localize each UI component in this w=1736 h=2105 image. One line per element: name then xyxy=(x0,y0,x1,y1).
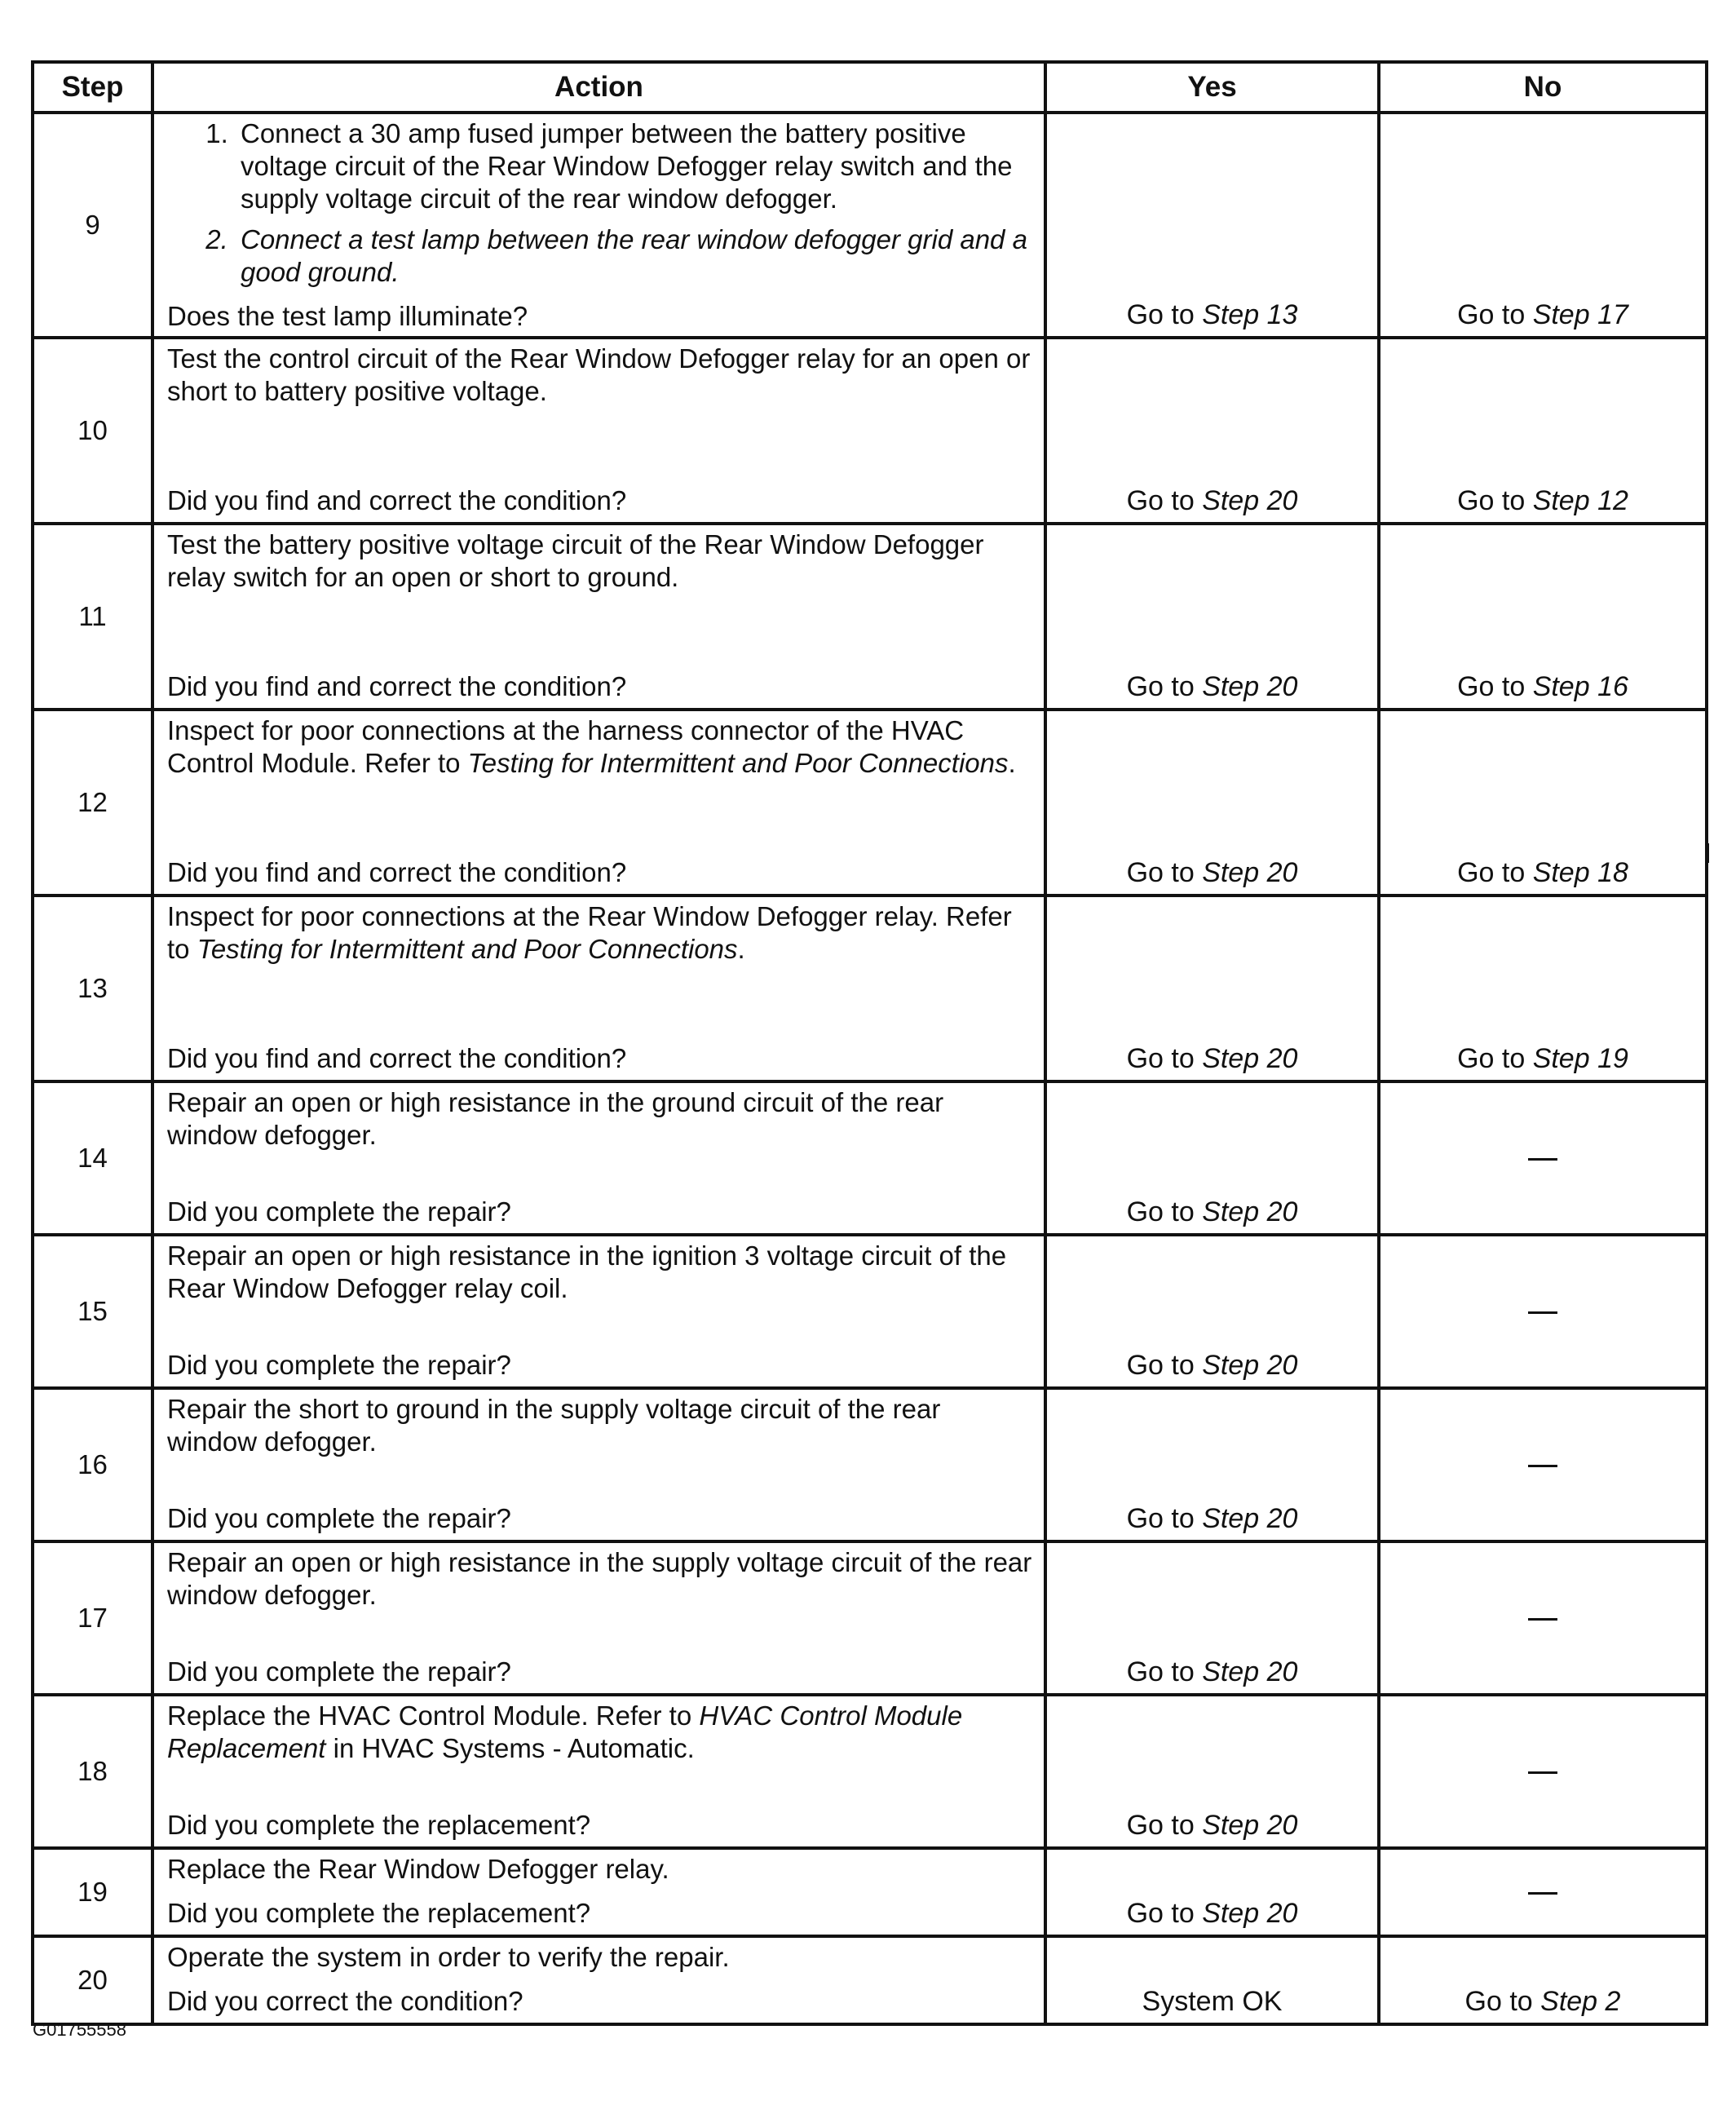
yes-step-reference: Step 20 xyxy=(1202,1503,1298,1534)
action-instruction xyxy=(167,1941,1032,1974)
diagnostic-table xyxy=(31,60,1708,2026)
no-step-reference: Step 19 xyxy=(1532,1043,1628,1074)
step-number: 13 xyxy=(33,896,152,1081)
no-cell xyxy=(1379,1848,1707,1936)
no-result-text: Go to xyxy=(1457,671,1533,702)
action-text xyxy=(154,1850,1044,1886)
action-instruction xyxy=(167,714,1032,780)
no-cell xyxy=(1379,1081,1707,1235)
no-cell xyxy=(1379,896,1707,1081)
action-instruction xyxy=(167,1853,1032,1886)
yes-step-reference: Step 20 xyxy=(1202,1898,1298,1929)
action-instruction xyxy=(167,1240,1032,1305)
no-cell xyxy=(1379,524,1707,710)
action-text xyxy=(154,525,1044,594)
yes-step-reference: Step 20 xyxy=(1202,1196,1298,1227)
action-question: Did you complete the repair? xyxy=(167,1503,511,1533)
action-instruction xyxy=(167,1700,1032,1765)
not-applicable-dash xyxy=(1528,1892,1557,1895)
no-cell xyxy=(1379,1936,1707,2024)
step-number: 9 xyxy=(33,113,152,338)
header-yes: Yes xyxy=(1045,62,1379,113)
instruction-text: Repair the short to ground in the supply voltage circuit of the rear window defogger. xyxy=(167,1394,941,1457)
table-row xyxy=(33,1388,1707,1541)
action-text xyxy=(154,114,1044,289)
step-number: 11 xyxy=(33,524,152,710)
margin-mark xyxy=(1706,843,1713,863)
action-question: Did you find and correct the condition? xyxy=(167,857,627,887)
reference-link-text: Testing for Intermittent and Poor Connections xyxy=(467,748,1009,778)
no-cell xyxy=(1379,1541,1707,1695)
no-result-text: Go to xyxy=(1457,857,1533,888)
action-text xyxy=(154,897,1044,966)
yes-step-reference: Step 20 xyxy=(1202,1350,1298,1381)
action-cell xyxy=(152,1081,1045,1235)
table-row xyxy=(33,1848,1707,1936)
yes-cell xyxy=(1045,1936,1379,2024)
action-cell xyxy=(152,1936,1045,2024)
instruction-text: . xyxy=(1008,748,1016,778)
action-steps xyxy=(167,117,1032,289)
no-cell xyxy=(1379,338,1707,524)
instruction-text: Inspect for poor connections at the Rear Window Defogger relay. Refer to xyxy=(167,901,1012,964)
yes-result-text: Go to xyxy=(1126,857,1203,888)
table-row xyxy=(33,710,1707,896)
action-question: Did you correct the condition? xyxy=(167,1986,523,2016)
yes-result-text: Go to xyxy=(1126,1503,1203,1534)
action-question: Did you complete the repair? xyxy=(167,1656,511,1687)
yes-cell xyxy=(1045,1695,1379,1848)
yes-cell xyxy=(1045,1081,1379,1235)
action-question: Did you find and correct the condition? xyxy=(167,485,627,515)
yes-cell xyxy=(1045,896,1379,1081)
header-step: Step xyxy=(33,62,152,113)
not-applicable-dash xyxy=(1528,1771,1557,1774)
table-row xyxy=(33,1936,1707,2024)
step-number: 20 xyxy=(33,1936,152,2024)
yes-result-text: Go to xyxy=(1126,299,1203,330)
no-cell xyxy=(1379,1235,1707,1388)
yes-cell xyxy=(1045,1541,1379,1695)
action-text xyxy=(154,1236,1044,1305)
yes-cell xyxy=(1045,113,1379,338)
header-no: No xyxy=(1379,62,1707,113)
header-action: Action xyxy=(152,62,1045,113)
yes-step-reference: Step 20 xyxy=(1202,1656,1298,1687)
step-number: 15 xyxy=(33,1235,152,1388)
action-cell xyxy=(152,113,1045,338)
instruction-text: Repair an open or high resistance in the ignition 3 voltage circuit of the Rear Window Defogger relay coil. xyxy=(167,1240,1007,1303)
yes-result-text: Go to xyxy=(1126,1656,1203,1687)
action-question: Did you complete the replacement? xyxy=(167,1810,591,1840)
step-number: 19 xyxy=(33,1848,152,1936)
table-row xyxy=(33,1081,1707,1235)
yes-step-reference: Step 20 xyxy=(1202,485,1298,516)
no-step-reference: Step 12 xyxy=(1532,485,1628,516)
action-instruction xyxy=(167,1393,1032,1458)
no-step-reference: Step 2 xyxy=(1540,1986,1621,2017)
action-step-item: 2. Connect a test lamp between the rear window defogger grid and a good ground. xyxy=(236,223,1032,289)
action-text xyxy=(154,711,1044,780)
no-result-text: Go to xyxy=(1464,1986,1541,2017)
table-row xyxy=(33,1235,1707,1388)
action-question: Did you complete the repair? xyxy=(167,1350,511,1380)
yes-step-reference: Step 20 xyxy=(1202,1810,1298,1841)
instruction-text: in HVAC Systems - Automatic. xyxy=(325,1733,695,1763)
step-number: 16 xyxy=(33,1388,152,1541)
step-number: 17 xyxy=(33,1541,152,1695)
yes-step-reference: Step 13 xyxy=(1202,299,1298,330)
not-applicable-dash xyxy=(1528,1465,1557,1467)
yes-result-text: Go to xyxy=(1126,1196,1203,1227)
yes-result-text: Go to xyxy=(1126,1350,1203,1381)
action-text xyxy=(154,1938,1044,1974)
step-number: 18 xyxy=(33,1695,152,1848)
table-row xyxy=(33,524,1707,710)
yes-result-text: Go to xyxy=(1126,671,1203,702)
action-instruction xyxy=(167,1086,1032,1152)
reference-link-text: HVAC Control Module Replacement xyxy=(167,1700,963,1763)
instruction-text: Replace the Rear Window Defogger relay. xyxy=(167,1854,669,1884)
yes-cell xyxy=(1045,1388,1379,1541)
action-cell xyxy=(152,524,1045,710)
instruction-text: Test the control circuit of the Rear Window Defogger relay for an open or short to battery positive voltage. xyxy=(167,343,1031,406)
action-text xyxy=(154,1390,1044,1458)
no-result-text: Go to xyxy=(1457,1043,1533,1074)
instruction-text: Operate the system in order to verify the repair. xyxy=(167,1942,730,1972)
header-row xyxy=(33,62,1707,113)
action-cell xyxy=(152,896,1045,1081)
step-number: 12 xyxy=(33,710,152,896)
instruction-text: Repair an open or high resistance in the ground circuit of the rear window defogger. xyxy=(167,1087,944,1150)
action-cell xyxy=(152,1235,1045,1388)
action-text xyxy=(154,1543,1044,1612)
yes-result-text: System OK xyxy=(1142,1986,1283,2017)
yes-result-text: Go to xyxy=(1126,1810,1203,1841)
yes-step-reference: Step 20 xyxy=(1202,671,1298,702)
not-applicable-dash xyxy=(1528,1311,1557,1314)
action-cell xyxy=(152,1388,1045,1541)
table-row xyxy=(33,1541,1707,1695)
yes-cell xyxy=(1045,524,1379,710)
no-cell xyxy=(1379,113,1707,338)
yes-step-reference: Step 20 xyxy=(1202,857,1298,888)
action-instruction xyxy=(167,343,1032,408)
action-question: Did you complete the replacement? xyxy=(167,1898,591,1928)
action-instruction xyxy=(167,900,1032,966)
instruction-text: Test the battery positive voltage circuit of the Rear Window Defogger relay switch for an open or short to ground. xyxy=(167,529,984,592)
figure-id: G01755558 xyxy=(33,2019,126,2040)
reference-link-text: Testing for Intermittent and Poor Connections xyxy=(197,934,738,964)
action-cell xyxy=(152,338,1045,524)
no-cell xyxy=(1379,710,1707,896)
no-cell xyxy=(1379,1388,1707,1541)
no-step-reference: Step 17 xyxy=(1532,299,1628,330)
no-cell xyxy=(1379,1695,1707,1848)
action-question: Did you complete the repair? xyxy=(167,1196,511,1227)
table-body xyxy=(33,113,1707,2024)
instruction-text: Repair an open or high resistance in the supply voltage circuit of the rear window defogger. xyxy=(167,1547,1032,1610)
yes-step-reference: Step 20 xyxy=(1202,1043,1298,1074)
action-cell xyxy=(152,1695,1045,1848)
instruction-text: Inspect for poor connections at the harness connector of the HVAC Control Module. Refer to xyxy=(167,715,965,778)
yes-result-text: Go to xyxy=(1126,1043,1203,1074)
action-text xyxy=(154,339,1044,408)
yes-cell xyxy=(1045,1235,1379,1388)
instruction-text: . xyxy=(737,934,745,964)
instruction-text: Replace the HVAC Control Module. Refer to xyxy=(167,1700,700,1731)
action-step-item: 1. Connect a 30 amp fused jumper between the battery positive voltage circuit of the Rear Window Defogger relay switch and the supply voltage circuit of the rear window defogger. xyxy=(236,117,1032,215)
no-step-reference: Step 16 xyxy=(1532,671,1628,702)
table-row xyxy=(33,113,1707,338)
yes-cell xyxy=(1045,338,1379,524)
action-text xyxy=(154,1083,1044,1152)
action-question: Did you find and correct the condition? xyxy=(167,1043,627,1073)
yes-cell xyxy=(1045,1848,1379,1936)
yes-result-text: Go to xyxy=(1126,485,1203,516)
action-cell xyxy=(152,1848,1045,1936)
not-applicable-dash xyxy=(1528,1618,1557,1621)
table-row xyxy=(33,338,1707,524)
action-question: Does the test lamp illuminate? xyxy=(167,301,528,331)
yes-cell xyxy=(1045,710,1379,896)
not-applicable-dash xyxy=(1528,1158,1557,1161)
no-result-text: Go to xyxy=(1457,299,1533,330)
step-number: 14 xyxy=(33,1081,152,1235)
action-text xyxy=(154,1696,1044,1765)
no-result-text: Go to xyxy=(1457,485,1533,516)
action-cell xyxy=(152,710,1045,896)
yes-result-text: Go to xyxy=(1126,1898,1203,1929)
action-question: Did you find and correct the condition? xyxy=(167,671,627,701)
action-cell xyxy=(152,1541,1045,1695)
action-instruction xyxy=(167,528,1032,594)
table-row xyxy=(33,1695,1707,1848)
table-row xyxy=(33,896,1707,1081)
no-step-reference: Step 18 xyxy=(1532,857,1628,888)
step-number: 10 xyxy=(33,338,152,524)
action-instruction xyxy=(167,1546,1032,1612)
